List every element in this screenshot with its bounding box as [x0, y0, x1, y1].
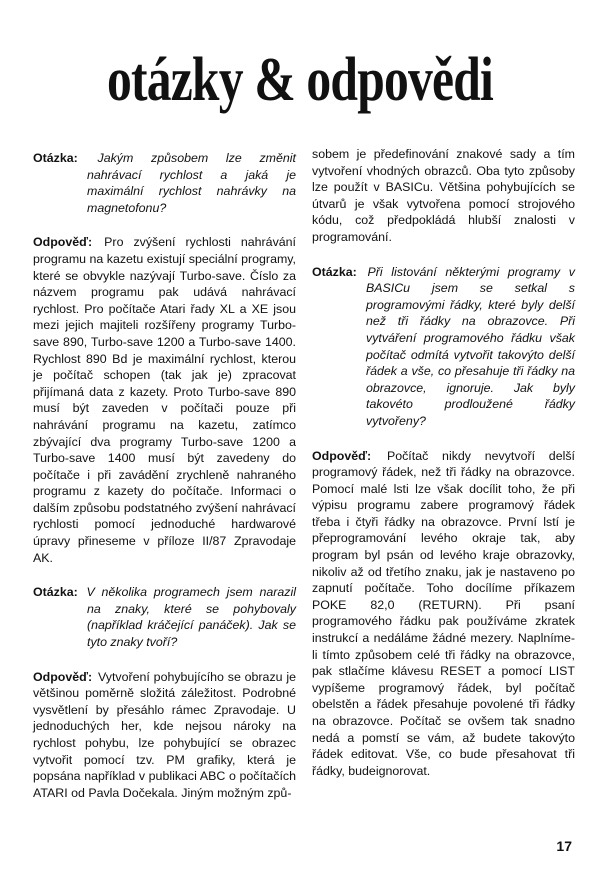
answer-1-text: Pro zvýšení rychlosti nahrávání programu na kazetu existují speciální programy, které se obvykle nazývají Turbo-save. Číslo za názvem programu pak udává nahrávací rychlost. Pro počítače Atari řady XL a XE jsou mezi jejich majiteli rozšířeny programy Turbo-save 890, Turbo-save 1200 a Turbo-save 1400. Rychlost 890 Bd je maximální rychlost, kterou je počítač schopen (tak jak je) zpracovat přijímaná data z kazety. Proto Turbo-save 890 musí být zaveden v počítači pouze při nahrávání programu na kazetu, zatímco zbývající dva programy Turbo-save 1200 a Turbo-save 1400 musí být zavedeny do počítače i při zavádění zrychleně nahraného programu z kazety do počítače. Informaci o dalším způsobu podstatného zvýšení nahrávací rychlosti pomocí jednoduché hardwarové úpravy přineseme v příloze II/87 Zpravodaje AK.: [33, 235, 296, 565]
page-title: otázky & odpovědi: [107, 46, 493, 114]
answer-label: Odpověď:: [33, 235, 93, 250]
answer-2-continued: sobem je předefinování znakové sady a tím vytvoření vhodných obrazců. Oba tyto způsoby lze použít v BASICu. Většina pohybujících se útvarů je však vytvořena pomocí strojového kódu, což předpokládá hlubší znalosti v programování.: [312, 147, 575, 244]
question-1: [33, 150, 296, 216]
right-column: [312, 146, 575, 797]
question-label: Otázka:: [33, 151, 78, 165]
answer-label: Odpověď:: [312, 448, 372, 463]
answer-3: [312, 448, 575, 780]
answer-3-text: Počítač nikdy nevytvoří delší programový řádek, než tři řádky na obrazovce. Pomocí malé lsti lze však docílit toho, že při výpisu programu zabere programový řádek třeba i čtyři řádky na obrazovce. První lstí je přeprogramování levého okraje tak, aby program byl psán od levého kraje obrazovky, nikoliv až od třetího znaku, jak je nastaveno po zapnutí počítače. Toho docílíme příkazem POKE 82,0 (RETURN). Při psaní programového řádku pak používáme zkratek instrukcí a nedáláme žádné mezery. Naplníme-li tímto způsobem celé tři řádky na obrazovce, pak stlačíme klávesu RESET a pomocí LIST vypíšeme programový řádek, byl počítač obelstěn a řádek přesahuje povolené tři řádky na obrazovce. Počítač se ovšem tak snadno nedá a pomstí se vám, až budete takovýto řádek editovat. Vše, co bude přesahovat tři řádky, budeignorovat.: [312, 448, 575, 778]
question-2-text: V několika programech jsem narazil na znaky, které se pohybovaly (například kráčející panáček). Jak se tyto znaky tvoří?: [86, 585, 296, 650]
question-3-text: Při listování některými programy v BASICu jsem se setkal s programovými řádky, které byly delší než tři řádky na obrazovce. Při vytváření programového řádku však počítač odmítá vytvořit takovýto delší řádek a vše, co přesahuje tři řádky na obrazovce, ignoruje. Jak byly takovéto prodloužené řádky vytvořeny?: [366, 264, 575, 428]
answer-1: [33, 234, 296, 566]
question-2: [33, 584, 296, 650]
question-3: [312, 264, 575, 430]
left-column: [33, 150, 296, 819]
answer-label: Odpověď:: [33, 669, 93, 684]
answer-2: [33, 669, 296, 802]
question-label: Otázka:: [312, 264, 357, 279]
answer-2-text: Vytvoření pohybujícího se obrazu je většinou poměrně složitá záležitost. Podrobné vysvětlení by přesáhlo rámec Zpravodaje. U jednoduchých her, kde nejsou nároky na rychlost pohybu, lze pohybující se obrazec vytvořit pomocí tzv. PM grafiky, která je popsána například v publikaci ABC o počítačích ATARI od Pavla Dočekala. Jiným možným způ-: [33, 669, 296, 800]
page-number: 17: [556, 838, 572, 854]
question-label: Otázka:: [33, 585, 78, 600]
question-1-text: Jakým způsobem lze změnit nahrávací rychlost a jaká je maximální rychlost nahrávky na magnetofonu?: [87, 151, 296, 215]
